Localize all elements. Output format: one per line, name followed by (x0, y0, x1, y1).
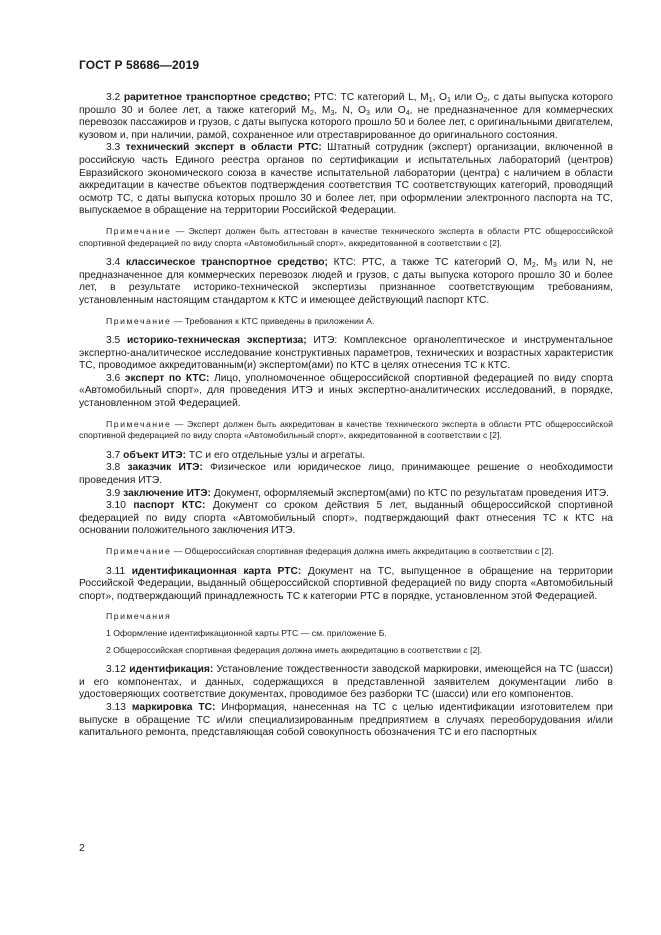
term-title: классическое транспортное средство; (125, 257, 328, 269)
note-1: Примечание — Эксперт должен быть аттестован в качестве технического эксперта в области РТС общероссийской спортивной федерацией по виду спорта «Автомобильный спорт», аккредитованной в соответствии с [2]. (79, 225, 613, 248)
note-4: Примечание — Общероссийская спортивная федерация должна иметь аккредитацию в соответствии с [2]. (106, 546, 554, 556)
term-title: заключение ИТЭ: (123, 487, 211, 499)
page-number: 2 (79, 842, 85, 854)
term-title: раритетное транспортное средство; (123, 92, 311, 103)
term-title: идентификация: (129, 664, 214, 676)
term-title: эксперт по КТС: (124, 372, 210, 384)
document-body (79, 92, 613, 740)
term-3-6: 3.6 эксперт по КТС: Лицо, уполномоченное общероссийской спортивной федерацией по виду спорта «Автомобильный спорт», для проведения ИТЭ и иных экспертно-аналитических исследований, в порядке, установленном этой Федерацией. (79, 372, 613, 410)
term-3-7: 3.7 объект ИТЭ: ТС и его отдельные узлы и агрегаты. (106, 449, 366, 461)
term-3-12: 3.12 идентификация: Установление тождественности заводской маркировки, имеющейся на ТС (шасси) и его компонентах, и данных, содержащихся в представленной заявителем документации либо в удостоверяющих соответствие документах, проводимое без разборки ТС (шасси) или его компонентов. (79, 664, 614, 701)
term-3-2: 3.2 раритетное транспортное средство; РТС: ТС категорий L, $M_1$, $O_1$ или $O_2$, с даты выпуска которого прошло 30 и более лет, а также категорий $M_2$, $M_3$, N, $O_3$ или $O_4$, не предназначенное для коммерческих перевозок пассажиров и грузов, с даты выпуска которого прошло 50 и более лет, с оригинальными двигателем, кузовом и, при наличии, рамой, сохраненное или отреставрированное до оригинального состояния. (79, 92, 613, 141)
term-3-8: 3.8 заказчик ИТЭ: Физическое или юридическое лицо, принимающее решение о необходимости проведения ИТЭ. (79, 462, 613, 487)
term-3-13: 3.13 маркировка ТС: Информация, нанесенная на ТС с целью идентификации изготовителем при выпуске в обращение ТС и/или специализированным предприятием в случаях переоборудования и/или капитального ремонта, представляющая собой совокупность обозначения ТС и его паспортных (79, 701, 614, 739)
note-3: Примечание — Эксперт должен быть аккредитован в качестве технического эксперта в области РТС общероссийской спортивной федерацией по виду спорта «Автомобильный спорт», аккредитованной в соответствии с [2]. (79, 418, 613, 441)
document-header: ГОСТ Р 58686—2019 (79, 58, 200, 72)
term-3-4: 3.4 классическое транспортное средство; КТС: РТС, а также ТС категорий O, $M_2$, $M_3$ или N, не предназначенное для коммерческих перевозок людей и грузов, с даты выпуска которого прошло 30 и более лет, в результате историко-технической экспертизы признанное соответствующим требованиям, установленным настоящим стандартом к КТС и имеющее действующий паспорт КТС. (79, 257, 613, 306)
term-3-9: 3.9 заключение ИТЭ: Документ, оформляемый экспертом(ами) по КТС по результатам проведения ИТЭ. (106, 487, 609, 499)
notes-5-item-2: 2 Общероссийская спортивная федерация должна иметь аккредитацию в соответствии с [2]. (106, 644, 483, 655)
term-title: заказчик ИТЭ: (127, 462, 203, 474)
term-3-11: 3.11 идентификационная карта РТС: Документ на ТС, выпущенное в обращение на территории Российской Федерации, выданный общероссийской спортивной федерацией по виду спорта «Автомобильный спорт», подтверждающий принадлежность ТС к категории РТС в порядке, установленном этой Федерацией. (79, 565, 613, 602)
term-title: историко-техническая экспертиза; (126, 335, 307, 347)
notes-5-item-1: 1 Оформление идентификационной карты РТС — см. приложение Б. (106, 627, 387, 638)
term-title: объект ИТЭ: (123, 449, 187, 461)
term-title: технический эксперт в области РТС: (125, 142, 322, 154)
notes-5-heading: Примечания (106, 611, 172, 622)
term-title: маркировка ТС: (131, 701, 216, 713)
term-3-5: 3.5 историко-техническая экспертиза; ИТЭ: Комплексное органолептическое и инструментальное экспертно-аналитическое исследование конструктивных параметров, технических и возрастных характеристик ТС, проводимое аккредитованным(и) экспертом(ами) по КТС в целях отнесения ТС к КТС. (79, 335, 613, 372)
term-title: паспорт КТС: (133, 500, 206, 512)
term-3-3: 3.3 технический эксперт в области РТС: Штатный сотрудник (эксперт) организации, включенной в российскую часть Единого реестра органов по сертификации и испытательных лабораторий (центров) Евразийского экономического союза в качестве испытательной лаборатории (центра) с наличием в области аккредитации в качестве объектов подтверждения соответствия ТС соответствующих категорий, проводящий осмотр ТС, с даты выпуска которых прошло 30 и более лет, при оформлении электронного паспорта на ТС, выпускаемое в обращение на территории Российской Федерации. (79, 142, 613, 217)
term-title: идентификационная карта РТС: (131, 565, 302, 577)
note-2: Примечание — Требования к КТС приведены в приложении А. (106, 315, 375, 326)
term-3-10: 3.10 паспорт КТС: Документ со сроком действия 5 лет, выданный общероссийской спортивной федерацией по виду спорта «Автомобильный спорт», подтверждающий факт отнесения ТС к КТС на основании положительного заключения ИТЭ. (79, 500, 613, 537)
